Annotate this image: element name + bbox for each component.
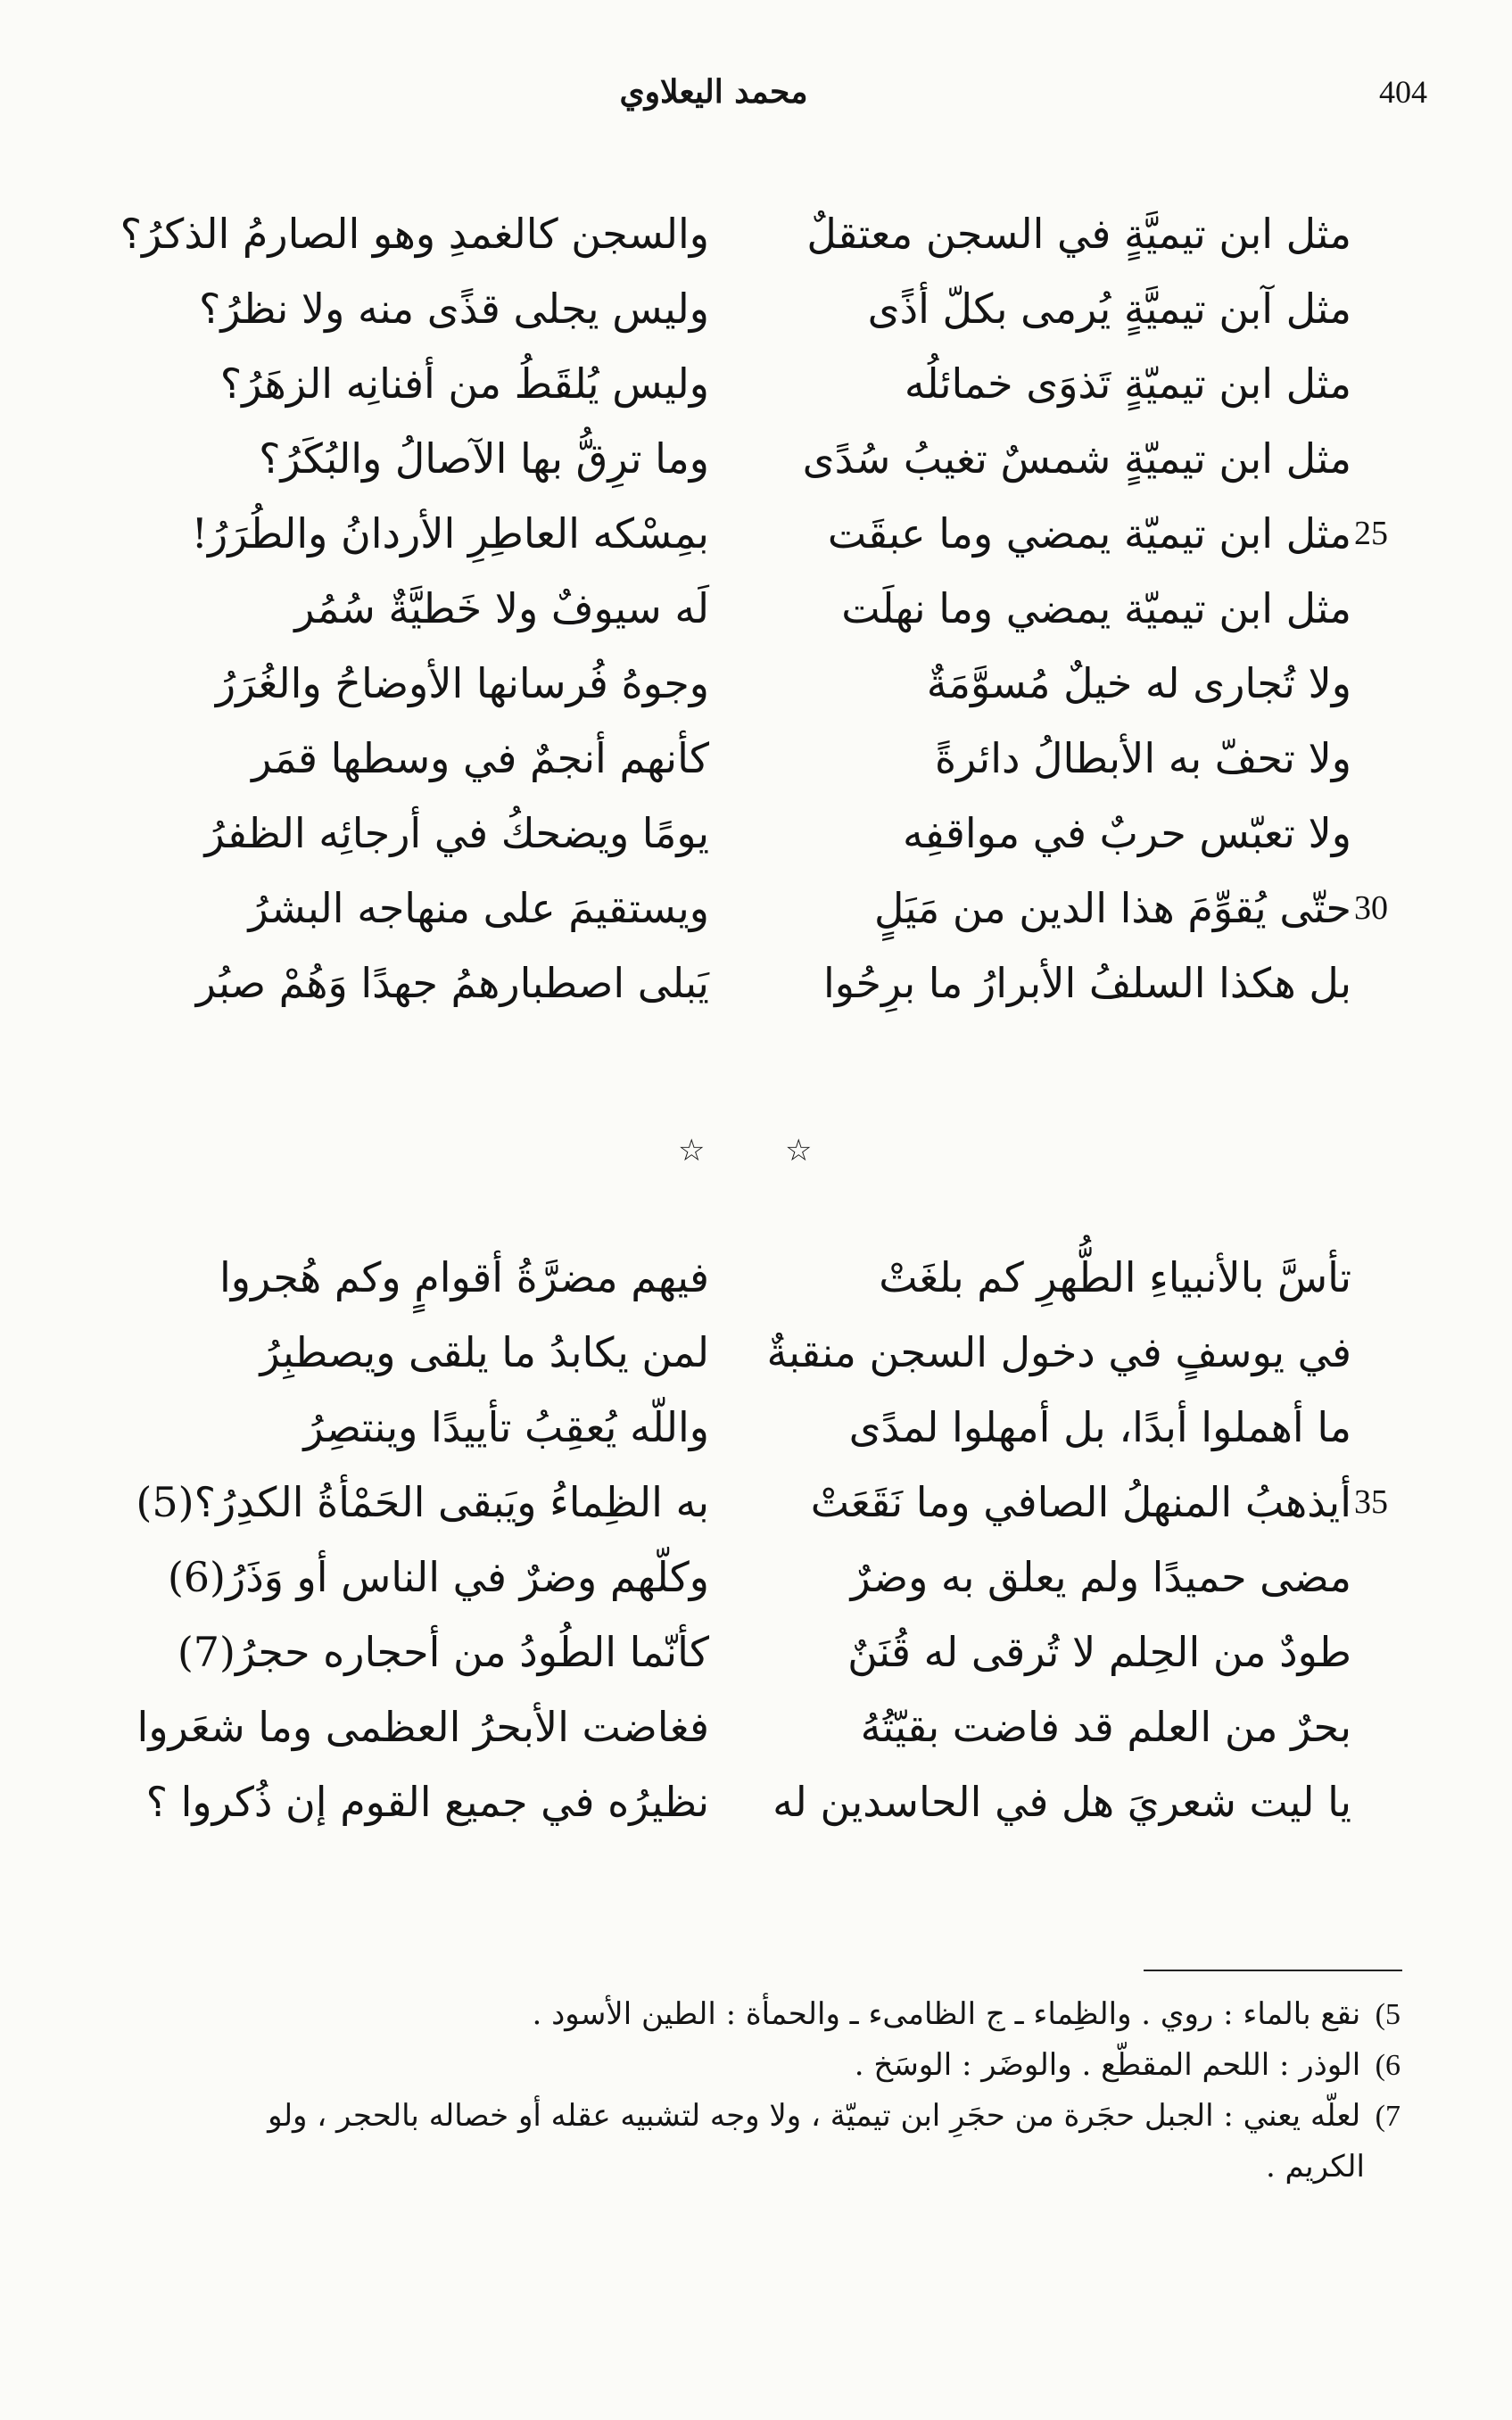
page-number: 404 xyxy=(1379,74,1427,110)
verse-second-hemistich: لَه سيوفٌ ولا خَطيَّةٌ سُمُر xyxy=(294,584,709,632)
verse-line xyxy=(0,1390,1512,1465)
verse-line xyxy=(0,721,1512,796)
footnote-number: 6) xyxy=(1375,2049,1400,2082)
verse-line xyxy=(0,496,1512,571)
verse-first-hemistich: مثل آبن تيميَّةٍ يُرمى بكلّ أذًى xyxy=(867,285,1351,333)
verse-number xyxy=(1354,796,1400,871)
footnote-continuation: الكريم . xyxy=(1265,2149,1365,2185)
verse-number xyxy=(1354,1315,1400,1390)
verse-first-hemistich: مضى حميدًا ولم يعلق به وضرٌ xyxy=(850,1553,1351,1601)
verse-second-hemistich: فغاضت الأبحرُ العظمى وما شعَروا xyxy=(136,1703,709,1751)
verse-line xyxy=(0,646,1512,721)
verse-first-hemistich: بل هكذا السلفُ الأبرارُ ما برِحُوا xyxy=(822,959,1351,1007)
verse-first-hemistich: أيذهبُ المنهلُ الصافي وما نَقَعَتْ xyxy=(810,1478,1351,1526)
footnote-number: 5) xyxy=(1375,1998,1400,2031)
verse-second-hemistich: وكلّهم وضرٌ في الناس أو وَذَرُ(6) xyxy=(167,1553,709,1601)
verse-first-hemistich: ولا تحفّ به الأبطالُ دائرةً xyxy=(934,734,1351,782)
verse-first-hemistich: ولا تعبّس حربٌ في مواقفِه xyxy=(902,809,1351,857)
verse-first-hemistich: مثل ابن تيميّةٍ شمسٌ تغيبُ سُدًى xyxy=(802,434,1351,483)
verse-line xyxy=(0,1240,1512,1315)
star-icon: ☆ xyxy=(678,1133,706,1169)
verse-number xyxy=(1354,346,1400,421)
verse-second-hemistich: والسجن كالغمدِ وهو الصارمُ الذكرُ؟ xyxy=(120,210,709,258)
verse-second-hemistich: نظيرُه في جميع القوم إن ذُكروا ؟ xyxy=(145,1778,709,1826)
verse-first-hemistich: مثل ابن تيميّة يمضي وما نهلَت xyxy=(841,584,1351,632)
verse-second-hemistich: واللّه يُعقِبُ تأييدًا وينتصِرُ xyxy=(303,1403,709,1451)
verse-second-hemistich: كأنّما الطُودُ من أحجاره حجرُ(7) xyxy=(177,1628,709,1676)
verse-number xyxy=(1354,1540,1400,1615)
verse-second-hemistich: وما ترِقُّ بها الآصالُ والبُكَرُ؟ xyxy=(259,434,709,483)
verse-first-hemistich: في يوسفٍ في دخول السجن منقبةٌ xyxy=(766,1328,1351,1376)
verse-number xyxy=(1354,1615,1400,1689)
verse-second-hemistich: كأنهم أنجمٌ في وسطها قمَر xyxy=(252,734,709,782)
verse-first-hemistich: ولا تُجارى له خيلٌ مُسوَّمَةٌ xyxy=(926,659,1351,707)
verse-second-hemistich: فيهم مضرَّةُ أقوامٍ وكم هُجروا xyxy=(219,1253,709,1301)
verse-first-hemistich: طودٌ من الحِلم لا تُرقى له قُنَنٌ xyxy=(847,1628,1351,1676)
verse-second-hemistich: وليس يجلى قذًى منه ولا نظرُ؟ xyxy=(198,285,709,333)
verse-first-hemistich: بحرٌ من العلم قد فاضت بقيّتُهُ xyxy=(860,1703,1351,1751)
verse-line xyxy=(0,1540,1512,1615)
verse-number xyxy=(1354,1240,1400,1315)
verse-second-hemistich: بمِسْكه العاطِرِ الأردانُ والطُرَرُ! xyxy=(191,509,709,558)
verse-second-hemistich: ويستقيمَ على منهاجه البشرُ xyxy=(248,884,709,932)
verse-number xyxy=(1354,1764,1400,1839)
verse-line xyxy=(0,1615,1512,1689)
verse-second-hemistich: وليس يُلقَطُ من أفنانِه الزهَرُ؟ xyxy=(219,359,709,408)
verse-number: 25 xyxy=(1354,515,1388,552)
verse-first-hemistich: تأسَّ بالأنبياءِ الطُّهرِ كم بلغَتْ xyxy=(879,1253,1351,1301)
footnote-text: الوذر : اللحم المقطّع . والوضَر : الوسَخ . xyxy=(854,2047,1361,2083)
verse-first-hemistich: يا ليت شعريَ هل في الحاسدين له xyxy=(773,1778,1351,1826)
verse-number xyxy=(1354,646,1400,721)
section-separator xyxy=(0,1124,1512,1177)
footnote-text: نقع بالماء : روي . والظِماء ـ ج الظامىء ـ والحمأة : الطين الأسود . xyxy=(532,1996,1361,2032)
verse-first-hemistich: مثل ابن تيميّةٍ تَذوَى خمائلُه xyxy=(904,359,1351,408)
footnote xyxy=(116,2091,1400,2142)
verse-line xyxy=(0,796,1512,871)
running-header-title: محمد اليعلاوي xyxy=(619,73,808,111)
verse-line xyxy=(0,571,1512,646)
footnote xyxy=(116,1989,1400,2040)
verse-line xyxy=(0,946,1512,1020)
verse-line xyxy=(0,1465,1512,1540)
footnotes xyxy=(116,1989,1400,2192)
verse-number xyxy=(1354,196,1400,271)
footnote-divider xyxy=(1144,1970,1402,1971)
verse-second-hemistich: يَبلى اصطبارهمُ جهدًا وَهُمْ صبُر xyxy=(195,959,709,1007)
verse-number xyxy=(1354,1390,1400,1465)
verse-number xyxy=(1354,946,1400,1020)
verse-second-hemistich: يومًا ويضحكُ في أرجائِه الظفرُ xyxy=(204,809,709,857)
verse-number: 30 xyxy=(1354,889,1388,927)
verse-number xyxy=(1354,571,1400,646)
verse-line xyxy=(0,421,1512,496)
verse-second-hemistich: لمن يكابدُ ما يلقى ويصطبِرُ xyxy=(260,1328,709,1376)
footnote xyxy=(116,2040,1400,2091)
star-icon: ☆ xyxy=(785,1133,813,1169)
verse-number xyxy=(1354,421,1400,496)
verse-number xyxy=(1354,721,1400,796)
footnote-text: لعلّه يعني : الجبل حجَرة من حجَرِ ابن تيميّة ، ولا وجه لتشبيه عقله أو خصاله بالحجر ، ولو xyxy=(268,2098,1361,2134)
verse-second-hemistich: وجوهُ فُرسانها الأوضاحُ والغُرَرُ xyxy=(215,659,709,707)
verse-second-hemistich: به الظِماءُ ويَبقى الحَمْأةُ الكدِرُ؟(5) xyxy=(136,1478,709,1526)
verse-line xyxy=(0,346,1512,421)
verse-first-hemistich: ما أهملوا أبدًا، بل أمهلوا لمدًى xyxy=(848,1403,1351,1451)
verse-first-hemistich: مثل ابن تيميَّةٍ في السجن معتقلٌ xyxy=(806,210,1351,258)
verse-line xyxy=(0,1689,1512,1764)
verse-line xyxy=(0,1764,1512,1839)
verse-number xyxy=(1354,1689,1400,1764)
verse-number: 35 xyxy=(1354,1483,1388,1521)
footnote-number: 7) xyxy=(1375,2100,1400,2133)
verse-line xyxy=(0,871,1512,946)
verse-number xyxy=(1354,271,1400,346)
verse-line xyxy=(0,196,1512,271)
verse-first-hemistich: حتّى يُقوِّمَ هذا الدين من مَيَلٍ xyxy=(873,884,1351,932)
verse-line xyxy=(0,1315,1512,1390)
verse-line xyxy=(0,271,1512,346)
verse-first-hemistich: مثل ابن تيميّة يمضي وما عبقَت xyxy=(827,509,1351,558)
